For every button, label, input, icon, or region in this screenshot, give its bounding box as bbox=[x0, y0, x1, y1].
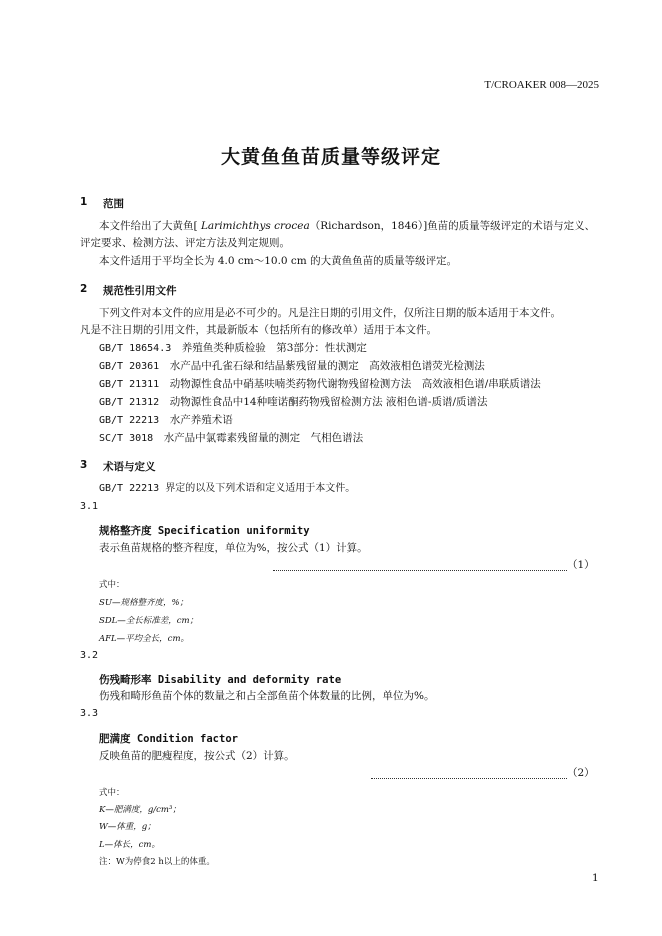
term-3-1-number: 3.1 bbox=[80, 501, 99, 512]
formula-2-where: 式中： bbox=[99, 788, 125, 798]
section-1-title: 范围 bbox=[103, 198, 124, 210]
reference-item: GB/T 20361 水产品中孔雀石绿和结晶紫残留量的测定 高效液相色谱荧光检测法 bbox=[99, 360, 485, 372]
term-3-1-definition: 表示鱼苗规格的整齐程度，单位为%，按公式（1）计算。 bbox=[99, 542, 368, 554]
formula-1-where: 式中： bbox=[99, 580, 125, 590]
reference-item: GB/T 22213 水产养殖术语 bbox=[99, 414, 233, 426]
term-3-1-title: 规格整齐度 Specification uniformity bbox=[99, 525, 310, 537]
section-3-title: 术语与定义 bbox=[103, 461, 156, 473]
term-3-3-number: 3.3 bbox=[80, 708, 99, 719]
section-2-title: 规范性引用文件 bbox=[103, 285, 177, 297]
term-3-2-number: 3.2 bbox=[80, 650, 99, 661]
reference-item: GB/T 21311 动物源性食品中硝基呋喃类药物代谢物残留检测方法 高效液相色谱/串联质谱法 bbox=[99, 378, 541, 390]
document-code: T/CROAKER 008—2025 bbox=[484, 79, 599, 91]
formula-2-leader bbox=[371, 778, 567, 779]
scientific-name: Larimichthys crocea bbox=[200, 220, 310, 232]
section-1-paragraph-1-cont: 评定要求、检测方法、评定方法及判定规则。 bbox=[80, 237, 290, 249]
page-number: 1 bbox=[592, 872, 599, 884]
formula-2-number: （2） bbox=[567, 767, 595, 779]
page-title: 大黄鱼鱼苗质量等级评定 bbox=[220, 146, 441, 168]
section-1-number: 1 bbox=[80, 196, 88, 208]
section-1-paragraph-1: 本文件给出了大黄鱼[ Larimichthys crocea（Richardson，1846）]鱼苗的质量等级评定的术语与定义、 bbox=[99, 220, 596, 232]
term-3-3-title: 肥满度 Condition factor bbox=[99, 733, 238, 745]
section-3-intro: GB/T 22213 界定的以及下列术语和定义适用于本文件。 bbox=[99, 483, 356, 494]
variable-l: L—体长，cm。 bbox=[99, 840, 160, 850]
variable-afl: AFL—平均全长，cm。 bbox=[99, 634, 190, 644]
section-1-paragraph-2: 本文件适用于平均全长为 4.0 cm～10.0 cm 的大黄鱼鱼苗的质量等级评定。 bbox=[99, 255, 458, 267]
reference-item: GB/T 21312 动物源性食品中14种喹诺酮药物残留检测方法 液相色谱-质谱/质谱法 bbox=[99, 396, 488, 408]
reference-item: SC/T 3018 水产品中氯霉素残留量的测定 气相色谱法 bbox=[99, 432, 364, 444]
section-2-paragraph-1-cont: 凡是不注日期的引用文件，其最新版本（包括所有的修改单）适用于本文件。 bbox=[80, 324, 437, 336]
variable-w: W—体重，g； bbox=[99, 822, 156, 832]
term-3-2-title: 伤残畸形率 Disability and deformity rate bbox=[99, 674, 342, 686]
reference-item: GB/T 18654.3 养殖鱼类种质检验 第3部分：性状测定 bbox=[99, 342, 367, 354]
formula-1-leader bbox=[273, 570, 567, 571]
variable-su: SU—规格整齐度，%； bbox=[99, 598, 189, 608]
term-3-3-definition: 反映鱼苗的肥瘦程度，按公式（2）计算。 bbox=[99, 750, 295, 762]
section-2-number: 2 bbox=[80, 283, 88, 295]
term-3-2-definition: 伤残和畸形鱼苗个体的数量之和占全部鱼苗个体数量的比例，单位为%。 bbox=[99, 690, 435, 702]
variable-k: K—肥满度，g/cm³； bbox=[99, 805, 181, 815]
section-3-number: 3 bbox=[80, 459, 88, 471]
formula-2-note: 注：W为停食2 h以上的体重。 bbox=[99, 857, 215, 867]
formula-1-number: （1） bbox=[567, 559, 595, 571]
variable-sdl: SDL—全长标准差，cm； bbox=[99, 616, 199, 626]
section-2-paragraph-1: 下列文件对本文件的应用是必不可少的。凡是注日期的引用文件，仅所注日期的版本适用于本文件。 bbox=[99, 307, 561, 319]
